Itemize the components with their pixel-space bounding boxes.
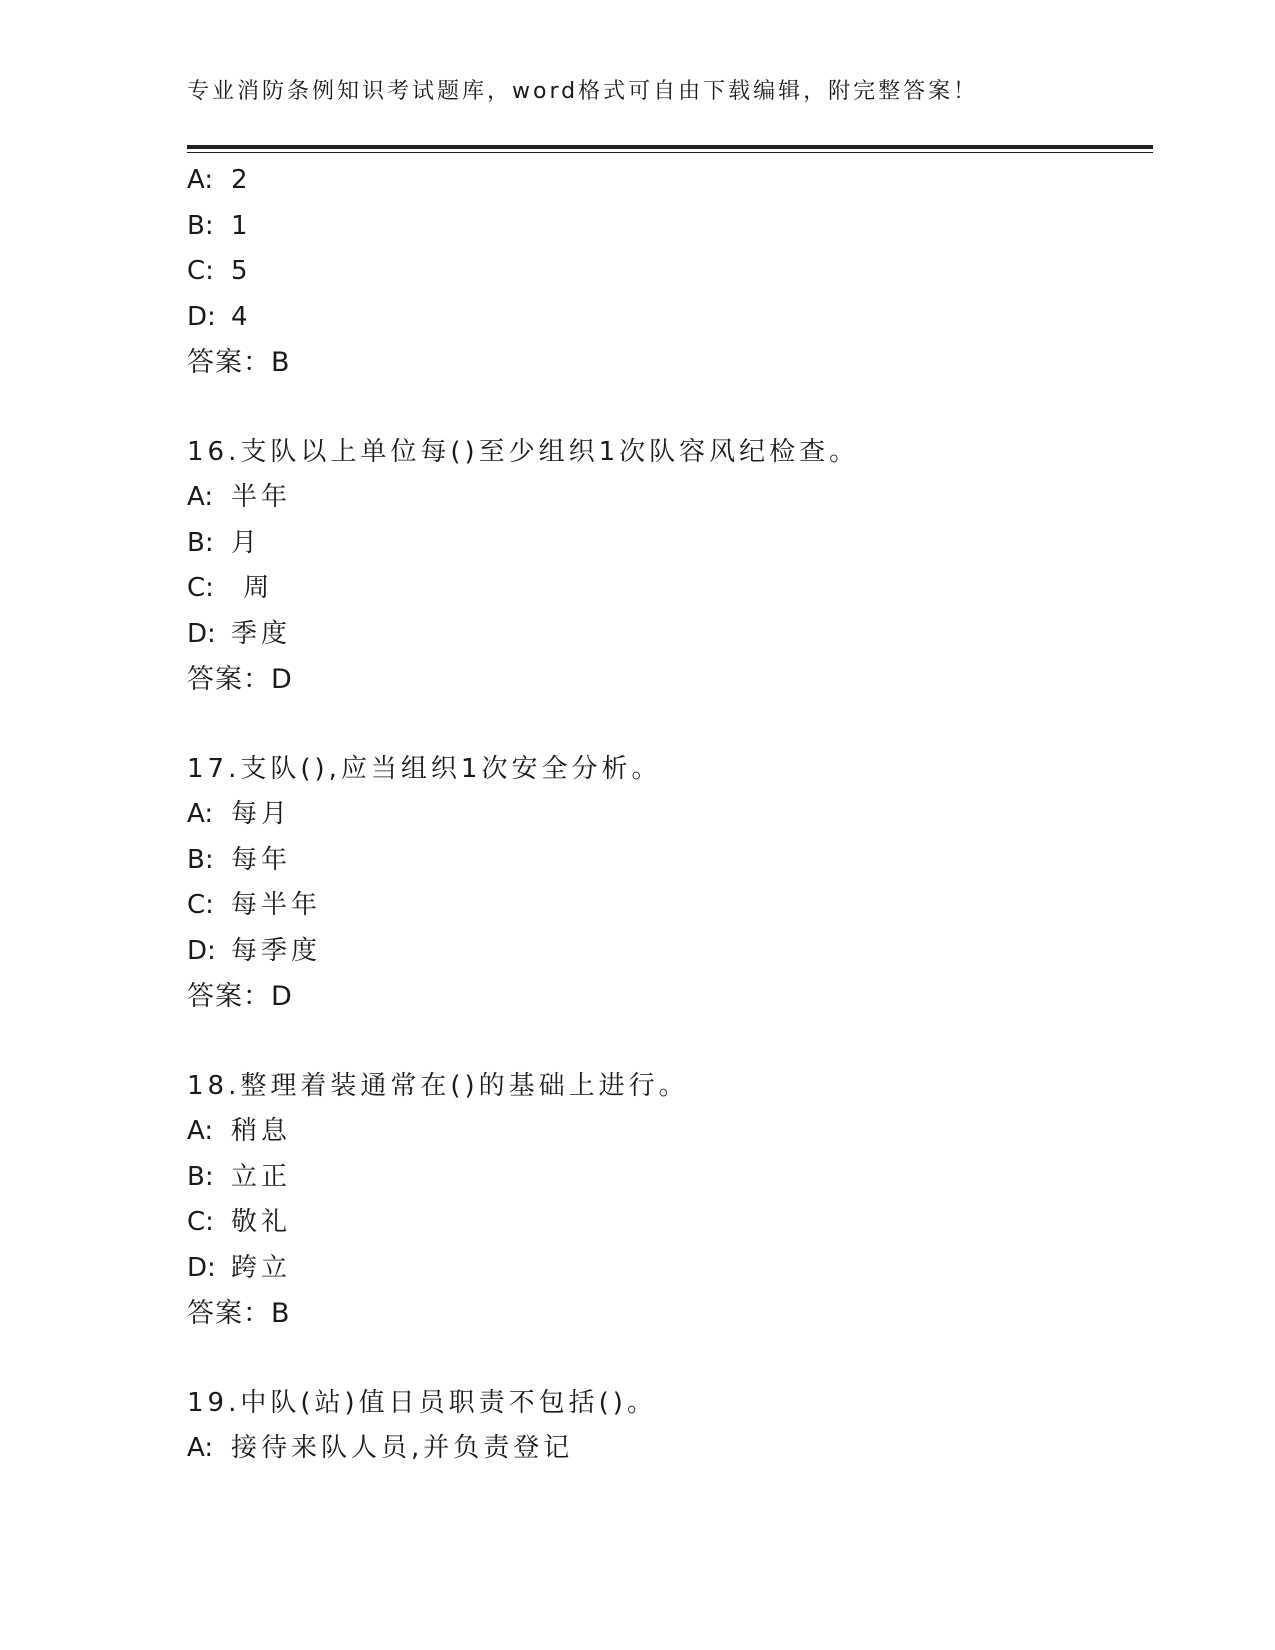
option-d [187, 1246, 1147, 1292]
option-text: 稍息 [231, 1116, 292, 1146]
option-letter: D: [187, 1252, 216, 1283]
option-letter: A: [187, 482, 214, 512]
option-b [187, 1155, 1147, 1201]
answer-line: 答案：B [187, 347, 291, 378]
option-text: 4 [231, 301, 252, 332]
option-letter: D: [187, 301, 216, 332]
question-block [187, 158, 1147, 386]
option-text: 敬礼 [231, 1207, 292, 1237]
option-b [187, 521, 1147, 567]
option-letter: A: [187, 799, 214, 829]
option-text: 2 [231, 165, 252, 195]
option-text: 每年 [231, 844, 292, 875]
answer-line: 答案：D [187, 981, 293, 1012]
option-c [187, 566, 1147, 612]
question-block [187, 430, 1147, 703]
option-letter: C: [187, 573, 214, 603]
option-letter: B: [187, 844, 214, 875]
answer-line: 答案：B [187, 1298, 291, 1329]
header-rule-thin [187, 152, 1153, 153]
question-text: 16.支队以上单位每()至少组织1次队容风纪检查。 [187, 436, 860, 467]
option-letter: B: [187, 1161, 214, 1192]
option-text: 5 [231, 256, 252, 286]
option-b [187, 838, 1147, 884]
option-letter: B: [187, 527, 214, 558]
option-a [187, 158, 1147, 204]
option-d [187, 612, 1147, 658]
option-text: 每半年 [231, 890, 322, 920]
option-b [187, 204, 1147, 250]
question-text: 18.整理着装通常在()的基础上进行。 [187, 1070, 689, 1101]
option-text: 季度 [231, 618, 292, 649]
option-a [187, 1109, 1147, 1155]
question-text: 17.支队(),应当组织1次安全分析。 [187, 753, 662, 784]
option-text: 1 [231, 210, 252, 241]
option-a [187, 1426, 1147, 1472]
question-block [187, 1381, 1147, 1472]
option-c [187, 249, 1147, 295]
option-letter: D: [187, 935, 216, 966]
option-text: 半年 [231, 482, 292, 512]
question-block [187, 747, 1147, 1020]
answer-line: 答案：D [187, 664, 293, 695]
option-letter: B: [187, 210, 214, 241]
option-letter: A: [187, 1116, 214, 1146]
page-header: 专业消防条例知识考试题库，word格式可自由下载编辑，附完整答案！ [187, 79, 979, 104]
option-d [187, 929, 1147, 975]
option-a [187, 475, 1147, 521]
option-letter: C: [187, 890, 214, 920]
option-c [187, 883, 1147, 929]
option-letter: C: [187, 256, 214, 286]
option-text: 跨立 [231, 1252, 292, 1283]
option-a [187, 792, 1147, 838]
option-letter: A: [187, 1433, 214, 1463]
question-text: 19.中队(站)值日员职责不包括()。 [187, 1387, 657, 1418]
header-rule-thick [187, 145, 1153, 149]
option-c [187, 1200, 1147, 1246]
option-text: 立正 [231, 1161, 292, 1192]
option-text: 月 [231, 527, 262, 558]
option-text: 周 [231, 573, 274, 603]
option-letter: A: [187, 165, 214, 195]
option-d [187, 295, 1147, 341]
question-block [187, 1064, 1147, 1337]
option-letter: D: [187, 618, 216, 649]
option-letter: C: [187, 1207, 214, 1237]
question-list [187, 158, 1147, 1472]
option-text: 每季度 [231, 935, 322, 966]
option-text: 接待来队人员,并负责登记 [231, 1433, 574, 1463]
option-text: 每月 [231, 799, 292, 829]
